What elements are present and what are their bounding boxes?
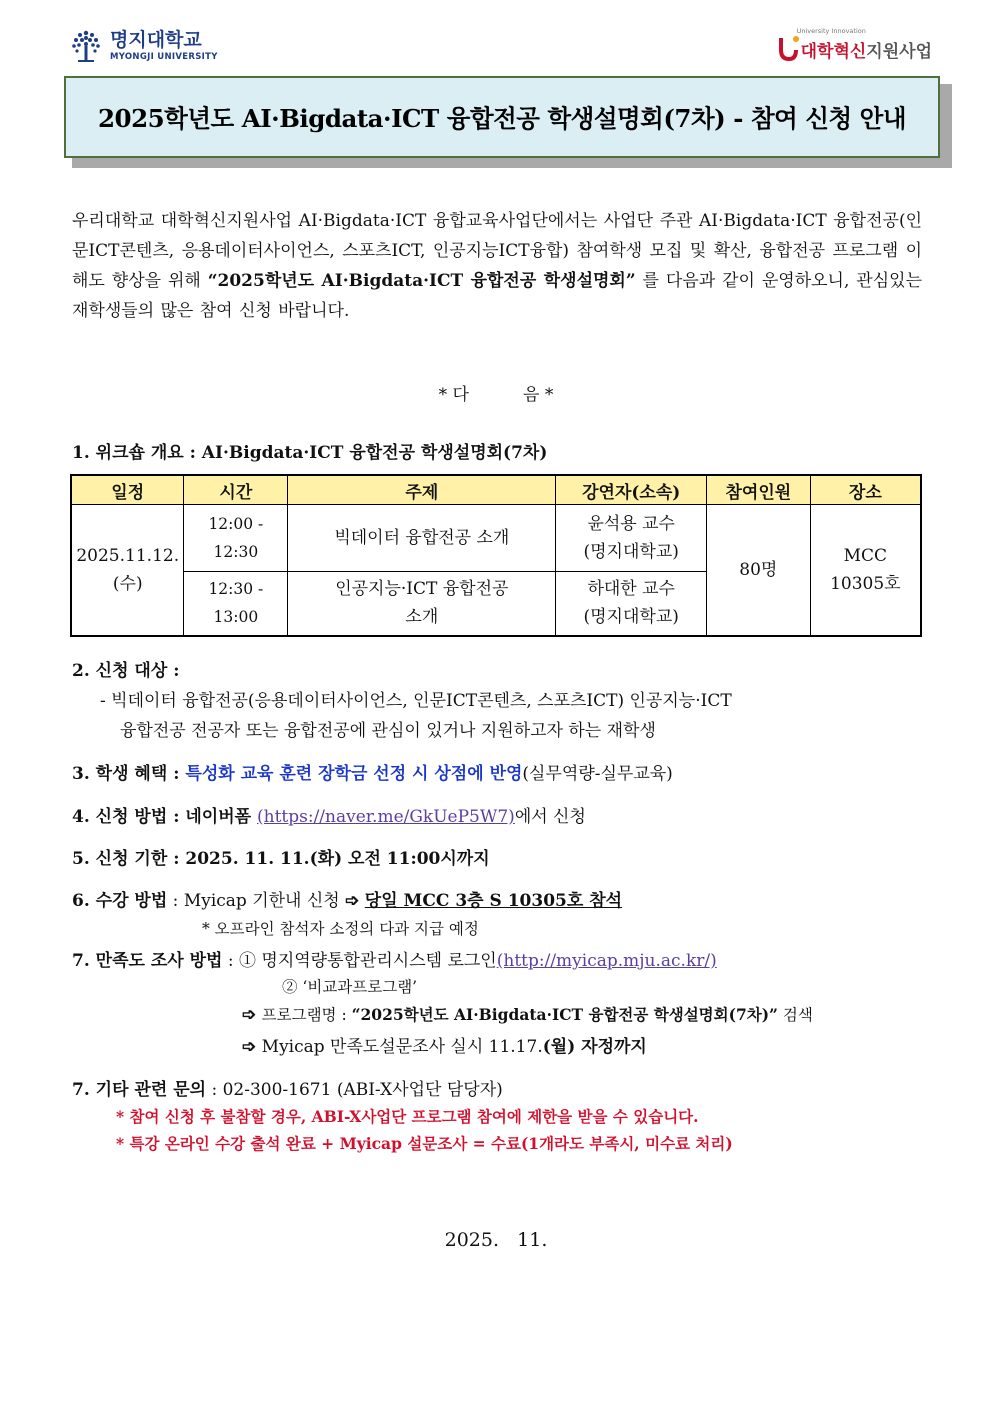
step3-bold: “2025학년도 AI·Bigdata·ICT 융합전공 학생설명회(7차)” <box>351 1005 778 1024</box>
step3-suffix: 검색 <box>777 1006 813 1024</box>
table-row <box>71 505 921 572</box>
topic-cell <box>288 572 556 636</box>
section2-label: 2. 신청 대상 : <box>72 661 180 681</box>
myongji-logo <box>68 28 218 64</box>
section1-label: 1. 위크숍 개요 : AI·Bigdata·ICT 융합전공 학생설명회(7차) <box>72 443 548 463</box>
section7a <box>72 946 717 971</box>
time-end: 13:00 <box>213 608 259 627</box>
section7a-label: 7. 만족도 조사 방법 <box>72 951 223 971</box>
section6-label: 6. 수강 방법 <box>72 891 168 911</box>
topic-text: 인공지능·ICT 융합전공 <box>335 579 509 600</box>
date-line2: (수) <box>112 573 143 594</box>
tree-logo-icon <box>68 28 104 64</box>
logo-english-name: MYONGJI UNIVERSITY <box>110 51 218 62</box>
section4 <box>72 802 586 827</box>
section3-highlight: 특성화 교육 훈련 장학금 선정 시 상점에 반영 <box>185 764 523 784</box>
page-title: 2025학년도 AI·Bigdata·ICT 융합전공 학생설명회(7차) - 참여 신청 안내 <box>97 103 907 133</box>
intro-bold: “2025학년도 AI·Bigdata·ICT 융합전공 학생설명회” <box>207 271 636 291</box>
section6-note: * 오프라인 참석자 소정의 다과 지급 예정 <box>202 920 479 938</box>
section6-bold: 당일 MCC 3층 S 10305호 참석 <box>364 891 623 911</box>
time-start: 12:30 - <box>208 580 264 599</box>
warning-2: * 특강 온라인 수강 출석 완료 + Myicap 설문조사 = 수료(1개라도 부족시, 미수료 처리) <box>116 1134 733 1153</box>
intro-part2: 를 다음과 같이 운영하오니, 관심있는 재학생들의 많은 참여 신청 바랍니다. <box>72 271 922 321</box>
place-line2: 10305호 <box>830 573 901 594</box>
date-cell <box>71 505 184 636</box>
step4-prefix: Myicap 만족도설문조사 실시 11.17. <box>261 1037 543 1057</box>
topic-text-2: 소개 <box>405 607 439 628</box>
speaker-affiliation: (명지대학교) <box>583 542 679 562</box>
step3-prefix: 프로그램명 : <box>261 1006 352 1024</box>
speaker-name: 윤석용 교수 <box>587 514 675 534</box>
date-line1: 2025.11.12. <box>76 545 180 566</box>
section7b-text: : 02-300-1671 (ABI-X사업단 담당자) <box>206 1080 503 1100</box>
header-date: 일정 <box>71 475 184 505</box>
schedule-table <box>70 474 922 637</box>
section7a-step4 <box>242 1032 647 1057</box>
section7a-step3 <box>242 1003 813 1025</box>
naver-form-link[interactable]: (https://naver.me/GkUeP5W7) <box>257 807 515 827</box>
logo-small-text: University Innovation <box>796 27 866 35</box>
place-line1: MCC <box>843 545 888 566</box>
place-cell <box>810 505 921 636</box>
time-start: 12:00 - <box>208 515 264 533</box>
topic-cell <box>288 505 556 572</box>
section3-suffix: (실무역량-실무교육) <box>522 764 673 784</box>
header-topic: 주제 <box>288 475 556 505</box>
section3 <box>72 759 673 784</box>
time-cell <box>184 505 288 572</box>
participants-cell: 80명 <box>706 505 810 636</box>
section4-label: 4. 신청 방법 : 네이버폼 <box>72 807 257 827</box>
warning-1: * 참여 신청 후 불참할 경우, ABI-X사업단 프로그램 참여에 제한을 받을 수 있습니다. <box>116 1107 699 1126</box>
speaker-affiliation: (명지대학교) <box>583 607 679 628</box>
intro-part1: 우리대학교 대학혁신지원사업 AI·Bigdata·ICT 융합교육사업단에서는 사업단 주관 AI·Bigdata·ICT 융합전공(인문ICT콘텐츠, 응용데이터사이언스, 스포츠ICT, 인공지능ICT융합) 참여학생 모집 및 확산, 융합전공 프로그램 이해도 향상을 위해 <box>72 211 922 291</box>
section7b-label: 7. 기타 관련 문의 <box>72 1080 207 1100</box>
table-header-row <box>71 475 921 505</box>
innovation-logo <box>777 27 932 62</box>
speaker-cell <box>556 572 707 636</box>
footer-date: 2025. 11. <box>444 1229 548 1251</box>
section6 <box>72 886 622 911</box>
time-cell <box>184 572 288 636</box>
section2-line2: 융합전공 전공자 또는 융합전공에 관심이 있거나 지원하고자 하는 재학생 <box>120 721 656 741</box>
topic-text: 빅데이터 융합전공 소개 <box>334 528 510 548</box>
speaker-name: 하대한 교수 <box>587 579 675 600</box>
arrow-icon: ➩ <box>242 1037 257 1057</box>
section7b <box>72 1075 503 1100</box>
section6-text: : Myicap 기한내 신청 <box>167 891 346 911</box>
step4-bold: (월) 자정까지 <box>542 1037 647 1057</box>
header-time: 시간 <box>184 475 288 505</box>
section5-label: 5. 신청 기한 : 2025. 11. 11.(화) 오전 11:00시까지 <box>72 849 490 869</box>
section7a-step1: : ① 명지역량통합관리시스템 로그인 <box>222 951 497 971</box>
title-box <box>64 76 940 158</box>
center-note: * 다 음 * <box>438 385 554 405</box>
section4-suffix: 에서 신청 <box>514 807 586 827</box>
arrow-icon: ➩ <box>242 1005 257 1025</box>
header-speaker: 강연자(소속) <box>556 475 707 505</box>
arrow-icon: ➩ <box>345 891 360 911</box>
logo-red-text: 대학혁신 <box>800 42 867 62</box>
logo-gray-text: 지원사업 <box>866 42 932 62</box>
speaker-cell <box>556 505 707 572</box>
section2-line1: - 빅데이터 융합전공(응용데이터사이언스, 인문ICT콘텐츠, 스포츠ICT) 인공지능·ICT <box>100 691 732 711</box>
header-place: 장소 <box>810 475 921 505</box>
section3-label: 3. 학생 혜택 : <box>72 764 186 784</box>
section7a-step2: ② ‘비교과프로그램’ <box>282 978 418 996</box>
logo-korean-name: 명지대학교 <box>110 28 202 51</box>
header-participants: 참여인원 <box>706 475 810 505</box>
intro-paragraph <box>72 206 922 326</box>
myicap-link[interactable]: (http://myicap.mju.ac.kr/) <box>496 951 717 971</box>
time-end: 12:30 <box>213 543 259 561</box>
